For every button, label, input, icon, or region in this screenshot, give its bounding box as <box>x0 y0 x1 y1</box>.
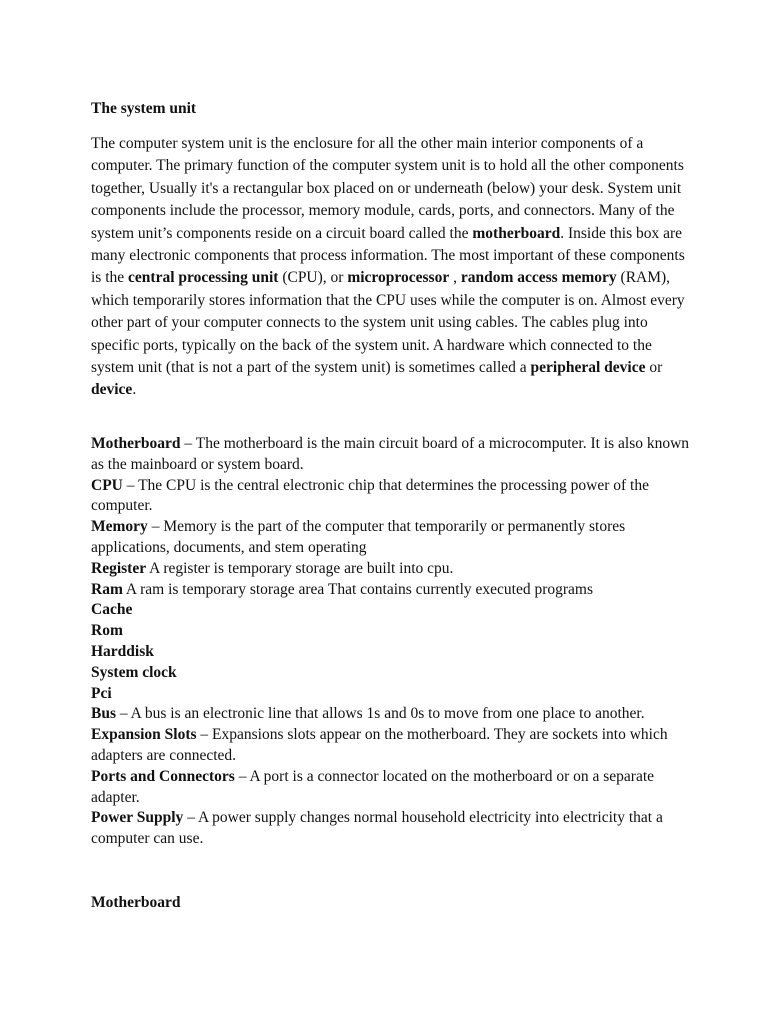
intro-bold-device: device <box>91 381 133 399</box>
intro-text-3: (CPU), or <box>278 269 348 287</box>
definition-term: Expansion Slots <box>91 726 197 744</box>
definition-text: – A bus is an electronic line that allows 1s and 0s to move from one place to another. <box>116 705 645 723</box>
intro-text-5: (RAM), which temporarily stores information that the CPU uses while the computer is on. Almost every other part of your computer connects to the system unit using cables. The cables plug into specific ports, typically on the back of the system unit. A hardware which connected to the system unit (that is not a part of the system unit) is sometimes called a <box>91 269 685 377</box>
definition-term: System clock <box>91 663 177 681</box>
definition-item <box>91 663 691 684</box>
definition-item <box>91 559 691 580</box>
definition-item <box>91 767 691 809</box>
definition-item <box>91 621 691 642</box>
intro-paragraph <box>91 133 691 402</box>
definition-text: – A power supply changes normal household electricity into electricity that a computer can use. <box>91 809 663 848</box>
intro-text-1: The computer system unit is the enclosure for all the other main interior components of a computer. The primary function of the computer system unit is to hold all the other components together, Usually it's a rectangular box placed on or underneath (below) your desk. System unit components include the processor, memory module, cards, ports, and connectors. Many of the system unit’s components reside on a circuit board called the <box>91 135 684 242</box>
intro-bold-ram: random access memory <box>460 269 617 287</box>
definition-item <box>91 684 691 705</box>
definition-term: Pci <box>91 684 112 702</box>
definition-term: Motherboard <box>91 435 181 452</box>
definitions-list <box>91 434 691 850</box>
definition-text: – Memory is the part of the computer that temporarily or permanently stores applications, documents, and stem operating <box>91 518 626 556</box>
definition-item <box>91 476 691 518</box>
intro-text-7: . <box>132 381 137 399</box>
definition-text: – A port is a connector located on the motherboard or on a separate adapter. <box>91 767 655 806</box>
definition-text: A register is temporary storage are built into cpu. <box>146 559 454 577</box>
definition-item <box>91 725 691 767</box>
definition-term: Ports and Connectors <box>91 767 235 785</box>
section-heading: Motherboard <box>91 894 181 911</box>
definition-term: Memory <box>91 518 148 536</box>
definition-term: Cache <box>91 601 133 619</box>
definition-term: Rom <box>91 622 123 640</box>
definition-term: Harddisk <box>91 642 154 660</box>
definition-term: Ram <box>91 580 123 598</box>
intro-bold-motherboard: motherboard <box>472 224 561 242</box>
definition-text: A ram is temporary storage area That contains currently executed programs <box>122 580 593 598</box>
intro-bold-cpu: central processing unit <box>128 269 279 287</box>
intro-text-6: or <box>645 359 663 377</box>
definition-item <box>91 600 691 621</box>
definition-term: Power Supply <box>91 809 184 827</box>
definition-item <box>91 808 691 850</box>
definition-item <box>91 434 691 476</box>
intro-bold-peripheral: peripheral device <box>530 359 646 377</box>
definition-item <box>91 580 691 601</box>
definition-item <box>91 517 691 559</box>
definition-term: CPU <box>91 476 123 494</box>
document-title: The system unit <box>91 100 197 117</box>
definition-text: – The motherboard is the main circuit board of a microcomputer. It is also known as the mainboard or system board. <box>91 435 690 473</box>
intro-text-2: . Inside this box are many electronic components that process information. The most important of these components is the <box>91 224 685 287</box>
definition-text: – The CPU is the central electronic chip that determines the processing power of the computer. <box>91 476 649 515</box>
definition-item <box>91 642 691 663</box>
definition-term: Bus <box>91 705 116 723</box>
definition-item <box>91 704 691 725</box>
intro-text-4: , <box>449 269 461 287</box>
definition-text: – Expansions slots appear on the motherboard. They are sockets into which adapters are connected. <box>91 726 668 764</box>
intro-bold-microprocessor: microprocessor <box>347 269 450 287</box>
definition-term: Register <box>91 559 147 577</box>
